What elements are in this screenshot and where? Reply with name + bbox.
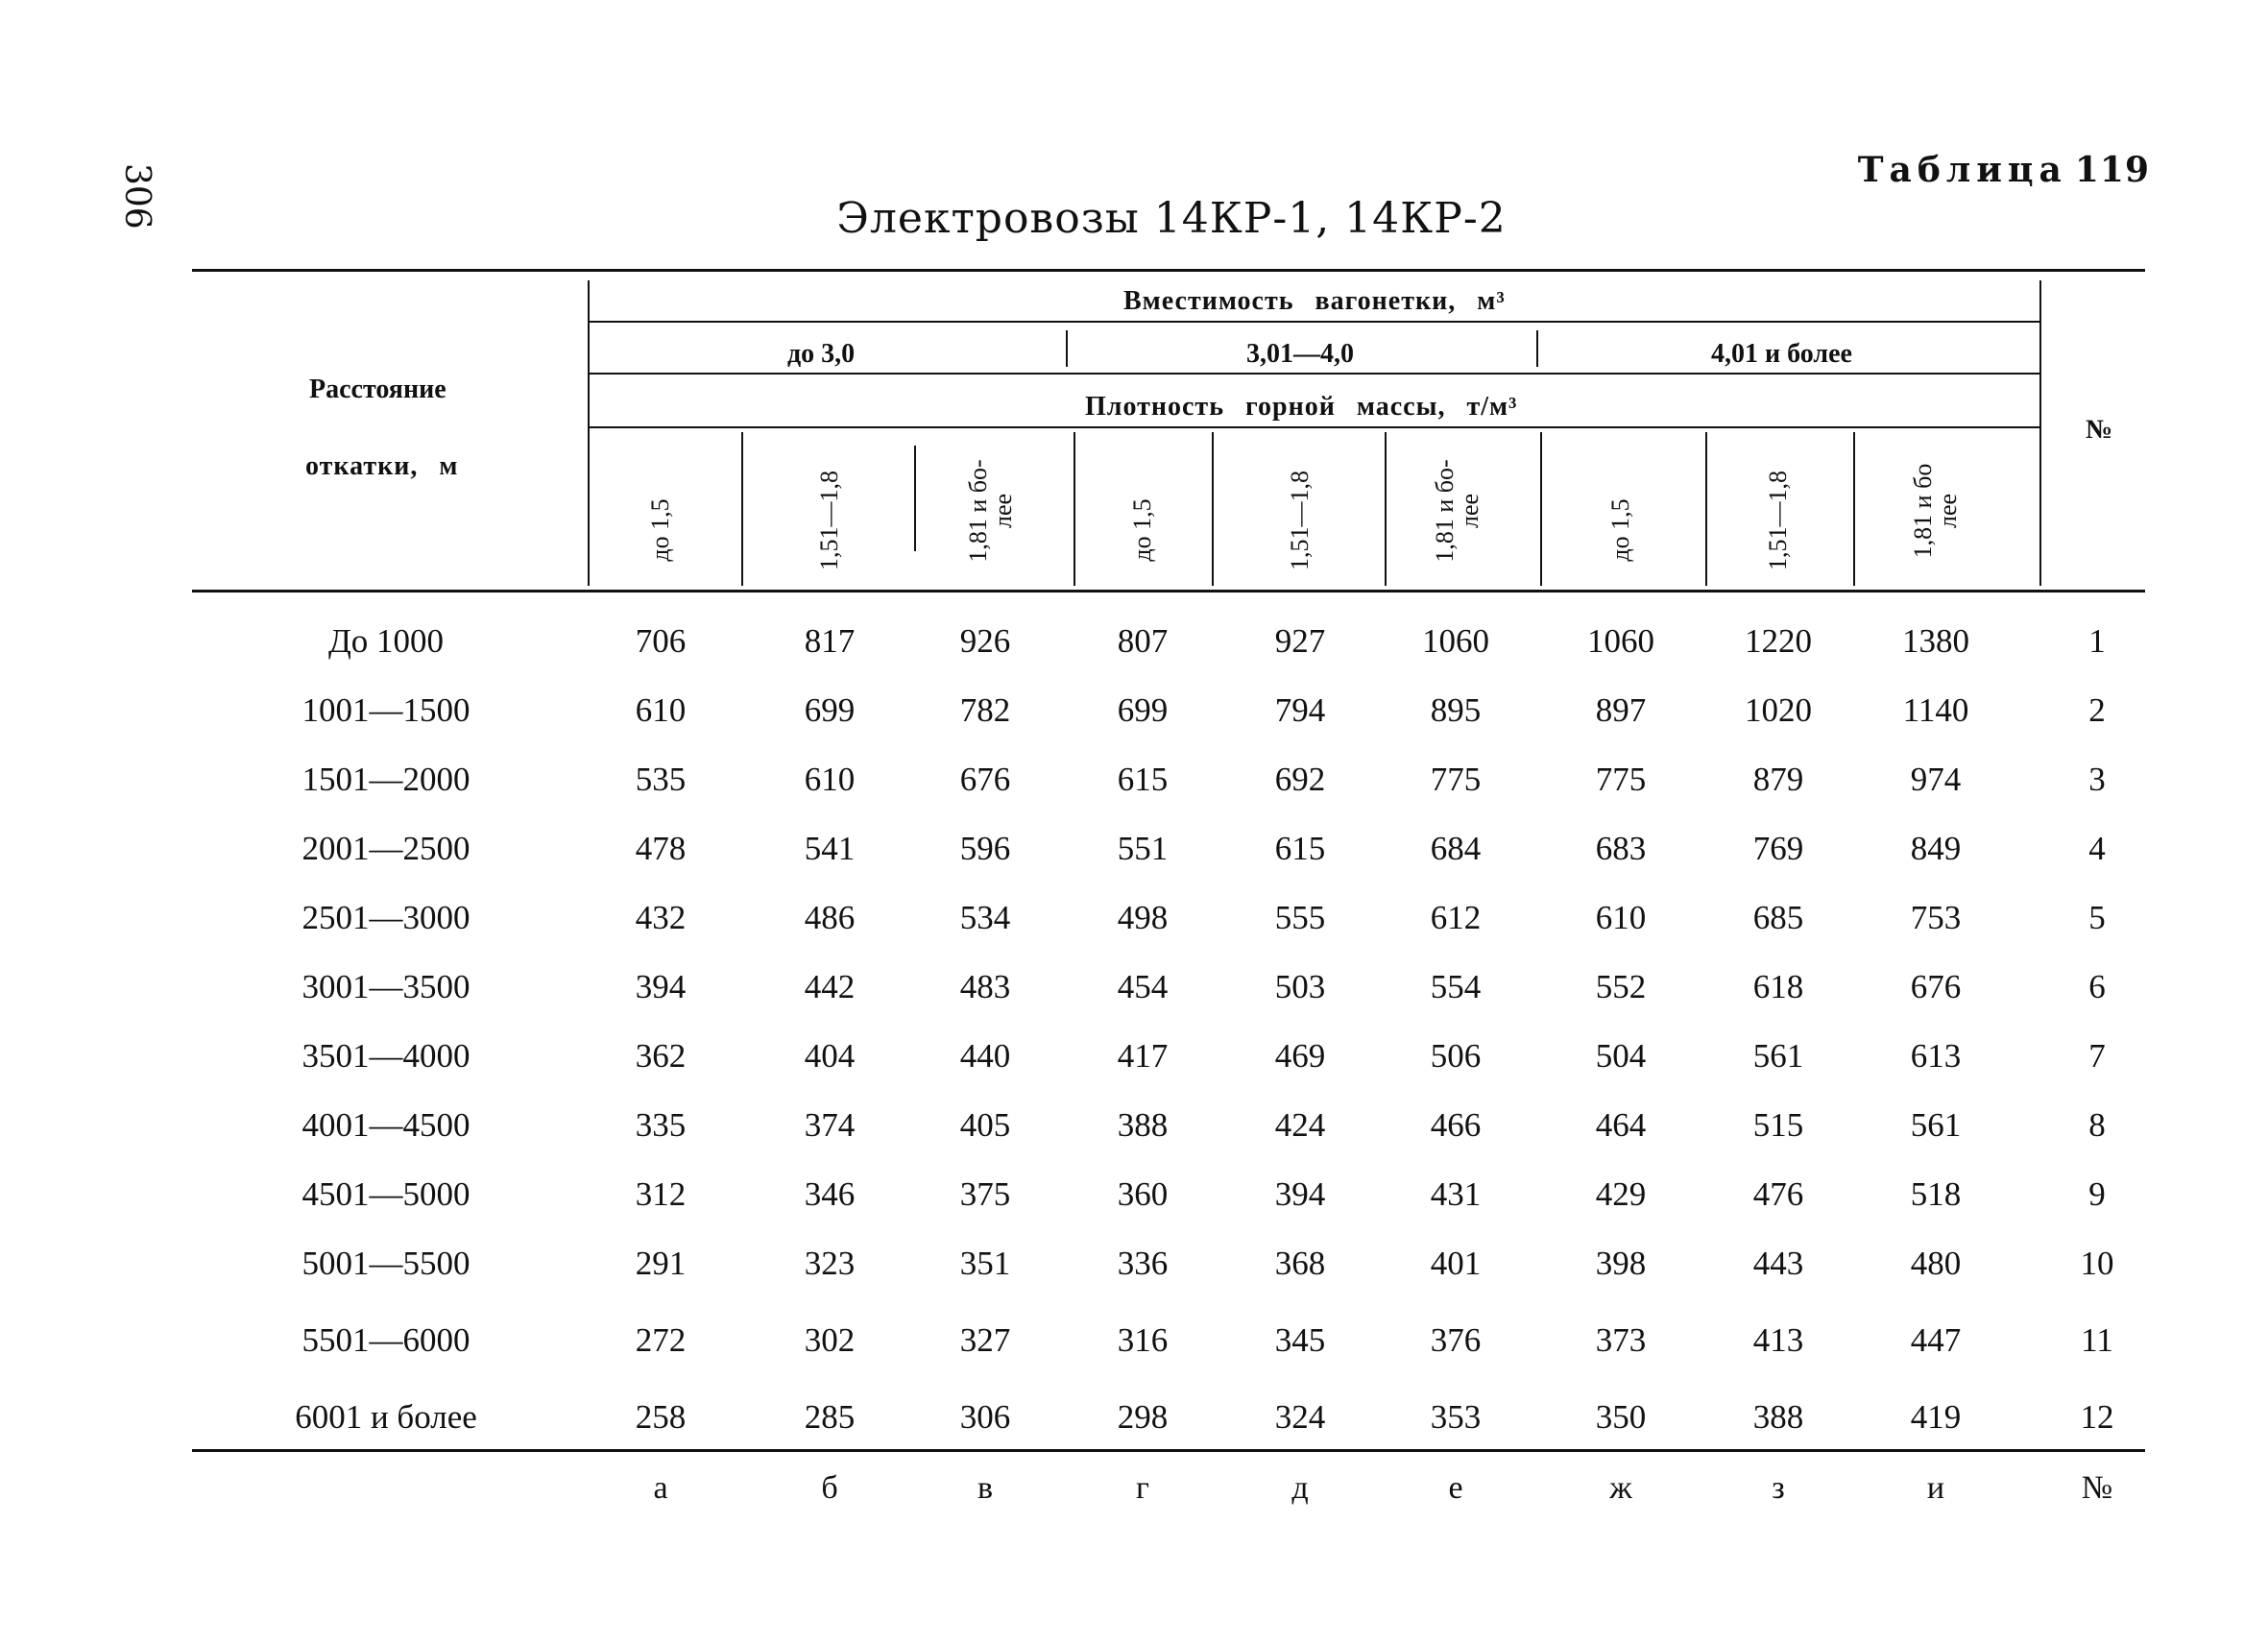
value-cell: 699 [1117, 691, 1169, 729]
column-divider [1385, 432, 1387, 586]
row-number-cell: 11 [2081, 1321, 2113, 1359]
value-cell: 775 [1430, 761, 1482, 798]
value-cell: 551 [1117, 830, 1169, 867]
column-divider [914, 446, 916, 551]
column-letter: е [1448, 1470, 1463, 1506]
value-cell: 613 [1910, 1037, 1962, 1075]
column-letter: г [1136, 1470, 1149, 1506]
value-cell: 440 [959, 1037, 1011, 1075]
row-number-cell: 9 [2088, 1175, 2106, 1213]
value-cell: 272 [635, 1321, 687, 1359]
value-cell: 794 [1274, 691, 1326, 729]
value-cell: 552 [1595, 968, 1647, 1005]
value-cell: 405 [959, 1106, 1011, 1144]
value-cell: 478 [635, 830, 687, 867]
distance-cell: До 1000 [327, 622, 445, 660]
table-label-number: 119 [2074, 150, 2150, 190]
value-cell: 506 [1430, 1037, 1482, 1075]
value-cell: 345 [1274, 1321, 1326, 1359]
group-label-2: 3,01—4,0 [1246, 339, 1354, 369]
value-cell: 1220 [1745, 622, 1812, 660]
page-number: 306 [117, 163, 157, 230]
table-title: Электровозы 14КР-1, 14КР-2 [836, 194, 1507, 243]
row-number-cell: 12 [2080, 1398, 2114, 1436]
value-cell: 486 [804, 899, 856, 936]
value-cell: 350 [1595, 1398, 1647, 1436]
row-number-cell: 4 [2088, 830, 2106, 867]
column-divider [741, 432, 743, 586]
value-cell: 401 [1430, 1245, 1482, 1282]
value-cell: 1380 [1902, 622, 1969, 660]
table-label [1858, 150, 2150, 190]
header-bottom-rule [192, 590, 2145, 593]
column-letter: и [1926, 1470, 1945, 1506]
value-cell: 323 [804, 1245, 856, 1282]
density-header: 1,51—1,8 [1764, 471, 1792, 570]
right-header-divider [2039, 280, 2041, 586]
value-cell: 518 [1910, 1175, 1962, 1213]
value-cell: 706 [635, 622, 687, 660]
value-cell: 442 [804, 968, 856, 1005]
value-cell: 476 [1752, 1175, 1804, 1213]
value-cell: 368 [1274, 1245, 1326, 1282]
groups-rule [588, 373, 2039, 375]
column-divider [1074, 432, 1075, 586]
distance-cell: 2001—2500 [302, 830, 470, 867]
density-header: 1,81 и бо лее [1909, 463, 1962, 559]
value-cell: 258 [635, 1398, 687, 1436]
value-cell: 1140 [1902, 691, 1969, 729]
value-cell: 298 [1117, 1398, 1169, 1436]
distance-cell: 6001 и более [295, 1398, 477, 1436]
column-letter: в [977, 1470, 994, 1506]
value-cell: 692 [1274, 761, 1326, 798]
value-cell: 610 [635, 691, 687, 729]
distance-cell: 2501—3000 [302, 899, 470, 936]
value-cell: 285 [804, 1398, 856, 1436]
value-cell: 897 [1595, 691, 1647, 729]
row-number-cell: 6 [2088, 968, 2106, 1005]
value-cell: 498 [1117, 899, 1169, 936]
value-cell: 394 [1274, 1175, 1326, 1213]
body-bottom-rule [192, 1449, 2145, 1452]
density-header: 1,51—1,8 [1286, 471, 1314, 570]
top-rule [192, 269, 2145, 272]
value-cell: 775 [1595, 761, 1647, 798]
value-cell: 554 [1430, 968, 1482, 1005]
value-cell: 362 [635, 1037, 687, 1075]
value-cell: 535 [635, 761, 687, 798]
value-cell: 327 [959, 1321, 1011, 1359]
density-rule [588, 426, 2039, 428]
value-cell: 432 [635, 899, 687, 936]
value-cell: 561 [1752, 1037, 1804, 1075]
value-cell: 464 [1595, 1106, 1647, 1144]
value-cell: 1020 [1745, 691, 1812, 729]
density-header: до 1,5 [646, 498, 674, 562]
column-divider [1853, 432, 1855, 586]
group-label-1: до 3,0 [787, 339, 856, 369]
value-cell: 615 [1117, 761, 1169, 798]
row-number-cell: 2 [2088, 691, 2106, 729]
column-divider [1212, 432, 1214, 586]
value-cell: 373 [1595, 1321, 1647, 1359]
value-cell: 561 [1910, 1106, 1962, 1144]
value-cell: 394 [635, 968, 687, 1005]
value-cell: 429 [1595, 1175, 1647, 1213]
value-cell: 424 [1274, 1106, 1326, 1144]
value-cell: 503 [1274, 968, 1326, 1005]
density-label: Плотность горной массы, т/м³ [1085, 392, 1518, 422]
value-cell: 807 [1117, 622, 1169, 660]
distance-cell: 5501—6000 [302, 1321, 470, 1359]
value-cell: 447 [1910, 1321, 1962, 1359]
row-number-cell: 5 [2088, 899, 2106, 936]
value-cell: 515 [1752, 1106, 1804, 1144]
column-letter: д [1291, 1470, 1309, 1506]
value-cell: 469 [1274, 1037, 1326, 1075]
column-divider [1705, 432, 1707, 586]
density-header: до 1,5 [1606, 498, 1634, 562]
distance-cell: 4501—5000 [302, 1175, 470, 1213]
value-cell: 306 [959, 1398, 1011, 1436]
column-letter: а [653, 1470, 668, 1506]
value-cell: 346 [804, 1175, 856, 1213]
value-cell: 676 [959, 761, 1011, 798]
value-cell: 699 [804, 691, 856, 729]
value-cell: 753 [1910, 899, 1962, 936]
distance-cell: 3001—3500 [302, 968, 470, 1005]
value-cell: 417 [1117, 1037, 1169, 1075]
number-column-header: № [2086, 415, 2113, 445]
row-header-line2: откатки, м [305, 451, 459, 481]
value-cell: 360 [1117, 1175, 1169, 1213]
value-cell: 612 [1430, 899, 1482, 936]
row-number-cell: 10 [2080, 1245, 2114, 1282]
value-cell: 926 [959, 622, 1011, 660]
value-cell: 504 [1595, 1037, 1647, 1075]
column-letter: ж [1609, 1470, 1632, 1506]
column-divider [1540, 432, 1542, 586]
value-cell: 443 [1752, 1245, 1804, 1282]
value-cell: 431 [1430, 1175, 1482, 1213]
value-cell: 404 [804, 1037, 856, 1075]
value-cell: 555 [1274, 899, 1326, 936]
row-number-cell: 7 [2088, 1037, 2106, 1075]
table-label-word: Таблица [1857, 150, 2067, 190]
distance-cell: 1001—1500 [302, 691, 470, 729]
density-header: 1,81 и бо- лее [964, 459, 1017, 563]
density-header: до 1,5 [1128, 498, 1156, 562]
value-cell: 615 [1274, 830, 1326, 867]
value-cell: 596 [959, 830, 1011, 867]
footer-number-label: № [2081, 1470, 2113, 1506]
value-cell: 376 [1430, 1321, 1482, 1359]
value-cell: 610 [804, 761, 856, 798]
value-cell: 769 [1752, 830, 1804, 867]
value-cell: 419 [1910, 1398, 1962, 1436]
value-cell: 782 [959, 691, 1011, 729]
value-cell: 335 [635, 1106, 687, 1144]
row-number-cell: 8 [2088, 1106, 2106, 1144]
value-cell: 388 [1117, 1106, 1169, 1144]
value-cell: 413 [1752, 1321, 1804, 1359]
distance-cell: 1501—2000 [302, 761, 470, 798]
density-header: 1,51—1,8 [815, 471, 843, 570]
value-cell: 1060 [1422, 622, 1489, 660]
value-cell: 312 [635, 1175, 687, 1213]
value-cell: 388 [1752, 1398, 1804, 1436]
value-cell: 324 [1274, 1398, 1326, 1436]
value-cell: 291 [635, 1245, 687, 1282]
group-divider-2 [1536, 330, 1538, 367]
value-cell: 534 [959, 899, 1011, 936]
value-cell: 927 [1274, 622, 1326, 660]
value-cell: 541 [804, 830, 856, 867]
value-cell: 610 [1595, 899, 1647, 936]
column-letter: б [821, 1470, 838, 1506]
value-cell: 316 [1117, 1321, 1169, 1359]
value-cell: 398 [1595, 1245, 1647, 1282]
row-header-line1: Расстояние [309, 375, 446, 404]
group-divider-1 [1066, 330, 1068, 367]
value-cell: 302 [804, 1321, 856, 1359]
distance-cell: 5001—5500 [302, 1245, 470, 1282]
value-cell: 683 [1595, 830, 1647, 867]
value-cell: 483 [959, 968, 1011, 1005]
value-cell: 1060 [1587, 622, 1654, 660]
value-cell: 685 [1752, 899, 1804, 936]
value-cell: 684 [1430, 830, 1482, 867]
value-cell: 351 [959, 1245, 1011, 1282]
value-cell: 676 [1910, 968, 1962, 1005]
value-cell: 849 [1910, 830, 1962, 867]
distance-cell: 4001—4500 [302, 1106, 470, 1144]
density-header: 1,81 и бо- лее [1431, 459, 1484, 563]
row-number-cell: 1 [2088, 622, 2106, 660]
group-label-3: 4,01 и более [1711, 339, 1852, 369]
value-cell: 336 [1117, 1245, 1169, 1282]
value-cell: 353 [1430, 1398, 1482, 1436]
distance-cell: 3501—4000 [302, 1037, 470, 1075]
value-cell: 454 [1117, 968, 1169, 1005]
value-cell: 817 [804, 622, 856, 660]
column-letter: з [1772, 1470, 1785, 1506]
capacity-rule [588, 321, 2039, 323]
value-cell: 618 [1752, 968, 1804, 1005]
value-cell: 895 [1430, 691, 1482, 729]
value-cell: 466 [1430, 1106, 1482, 1144]
value-cell: 374 [804, 1106, 856, 1144]
capacity-label: Вместимость вагонетки, м³ [1123, 286, 1506, 316]
value-cell: 974 [1910, 761, 1962, 798]
left-header-divider [588, 280, 590, 586]
value-cell: 879 [1752, 761, 1804, 798]
value-cell: 375 [959, 1175, 1011, 1213]
row-number-cell: 3 [2088, 761, 2106, 798]
value-cell: 480 [1910, 1245, 1962, 1282]
